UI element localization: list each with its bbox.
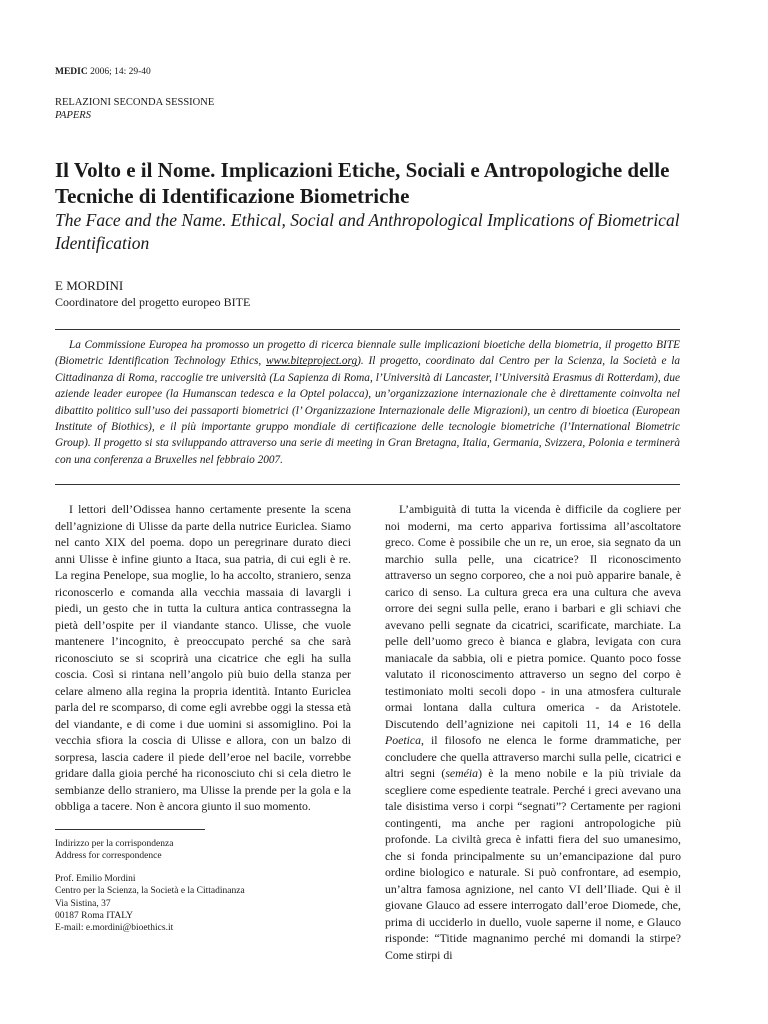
correspondent-org: Centro per la Scienza, la Società e la Cittadinanza [55, 886, 245, 897]
project-link[interactable]: www.biteproject.org [265, 355, 358, 368]
article-subtitle: The Face and the Name. Ethical, Social and Anthropological Implications of Biometrical Identification [55, 210, 680, 253]
author-affiliation: Coordinatore del progetto europeo BITE [55, 295, 251, 309]
citation-details: 2006; 14: 29-40 [90, 67, 151, 77]
body-text: L’ambiguità di tutta la vicenda è difficile da cogliere per noi moderni, ma certo appariva fortissima all’ascoltatore greco. Come è possibile che un re, un eroe, sia segnato da un marchio sulla pelle, una cicatrice? Il riconoscimento attraverso un segno corporeo, che a noi può apparire banale, è carico di senso. La cultura greca era una cultura che aveva orrore dei segni sulla pelle, erano i barbari e gli schiavi che avevano pelli segnate da cicatrici, scarificate, marchiate. La pelle dell’uomo greco è bianca e glabra, levigata con cura maniacale da sabbia, oli e pietra pomice. Quanto poco fosse valutato il riconoscimento attraverso un segno del corpo è testimoniato molti secoli dopo - in una atmosfera culturale ormai lontana dalla cultura omerica - da Aristotele. Discutendo dell’agnizione nei capitoli 11, 14 e 16 della [385, 502, 681, 731]
section-label [55, 96, 214, 122]
footnote-label-en: Address for correspondence [55, 851, 162, 862]
section-title: RELAZIONI SECONDA SESSIONE [55, 97, 215, 108]
journal-citation [55, 67, 151, 77]
abstract-text-2: ). Il progetto, coordinato dal Centro per la Scienza, la Società e la Cittadinanza di Roma, raccoglie tre università (La Sapienza di Roma, l’Università di Lancaster, l’Università Erasmus di Rotterdam), due aziende leader europee (la Humanscan tedesca e la Optel polacca), un’organizzazione internazionale che è direttamente coinvolta nel dibattito politico sull’uso dei passaporti biometrici (l’ Organizzazione Internazionale delle Migrazioni), un centro di bioetica (European Institute of Biothics), e il più importante gruppo mondiale di certificazione delle tecnologie biometriche (l’International Biometric Group). Il progetto si sta sviluppando attraverso una serie di meeting in Gran Bretagna, Italia, Germania, Svizzera, Polonia e terminerà con una conferenza a Bruxelles nel febbraio 2007. [55, 355, 680, 466]
correspondent-name: Prof. Emilio Mordini [55, 873, 136, 884]
body-column-right [385, 501, 681, 963]
abstract-text-1: La Commissione Europea ha promosso un progetto di ricerca biennale sulle implicazioni bioetiche della biometria, il progetto BITE (Biometric Identification Technology Ethics, [55, 339, 680, 368]
body-paragraph [385, 501, 681, 963]
correspondent-city: 00187 Roma ITALY [55, 911, 133, 922]
abstract [55, 337, 680, 468]
correspondent-email[interactable]: E-mail: e.mordini@bioethics.it [55, 923, 174, 934]
poetica-title: Poetica [385, 733, 422, 747]
author-block [55, 278, 250, 310]
journal-name: MEDIC [55, 67, 88, 77]
article-title: Il Volto e il Nome. Implicazioni Etiche, Sociali e Antropologiche delle Tecniche di Identificazione Biometriche [55, 158, 670, 208]
abstract-top-rule [55, 329, 680, 330]
correspondence-footnote [55, 838, 245, 935]
abstract-paragraph [55, 337, 680, 468]
footnote-rule [55, 829, 205, 830]
body-text: , il filosofo ne elenca le forme drammatiche, per concludere che quella attraverso marchi sulla pelle, cicatrici e altri segni ( [385, 733, 681, 780]
body-column-left [55, 501, 351, 815]
body-text: ) è la meno nobile e la più triviale da scegliere come espediente teatrale. Perché i greci avevano una tale disistima verso i corpi “segnati”? Certamente per ragioni contingenti, ma anche per ragioni antropologiche più profonde. La civiltà greca è infatti fiera del suo umanesimo, che si fonda principalmente su un’emancipazione dal puro ordine biologico e naturale. Si può confrontare, ad esempio, un’altra famosa agnizione, nel canto VI dell’Iliade. Qui è il giovane Glauco ad essere interrogato dall’eroe Diomede, che, prima di ucciderlo in duello, vuole saperne il nome, e Glauco risponde: “Titide magnanimo perché mi domandi la stirpe? Come stirpi di [385, 766, 681, 962]
section-subtitle: PAPERS [55, 110, 91, 121]
body-paragraph: I lettori dell’Odissea hanno certamente presente la scena dell’agnizione di Ulisse da parte della nutrice Euriclea. Siamo nel canto XIX del poema. dopo un peregrinare durato dieci anni Ulisse è infine giunto a Itaca, sua patria, di cui egli è re. La regina Penelope, sua moglie, lo ha accolto, straniero, senza riconoscerlo e comanda alla vecchia massaia di lavargli i piedi, un gesto che in tutta la cultura antica contrassegna la pietà dell’ospite per il viandante stanco. Ulisse, che vuole mantenere l’incognito, è preoccupato perché sa che sarà riconosciuto se si scoprirà una cicatrice che egli ha sulla coscia. Così si rintana nell’angolo più buio della stanza per celare almeno alla regina la propria identità. Intanto Euriclea parla del re scomparso, di come egli avrebbe oggi la stessa età del viandante, e di come i due uomini si assomiglino. Poi la vecchia sfiora la coscia di Ulisse e allora, con un balzo di sorpresa, lascia cadere il piede dell’eroe nel bacile, vorrebbe gridare dalla gioia perché ha riconosciuto chi si cela dietro le sembianze dello straniero, ma Ulisse la prende per la gola e la obbliga a tacere. Non è ancora giunto il suo momento. [55, 502, 351, 813]
correspondent-street: Via Sistina, 37 [55, 898, 111, 909]
author-name: E MORDINI [55, 278, 124, 293]
footnote-label-it: Indirizzo per la corrispondenza [55, 839, 174, 849]
abstract-bottom-rule [55, 484, 680, 485]
semeia-term: seméia [445, 766, 479, 780]
